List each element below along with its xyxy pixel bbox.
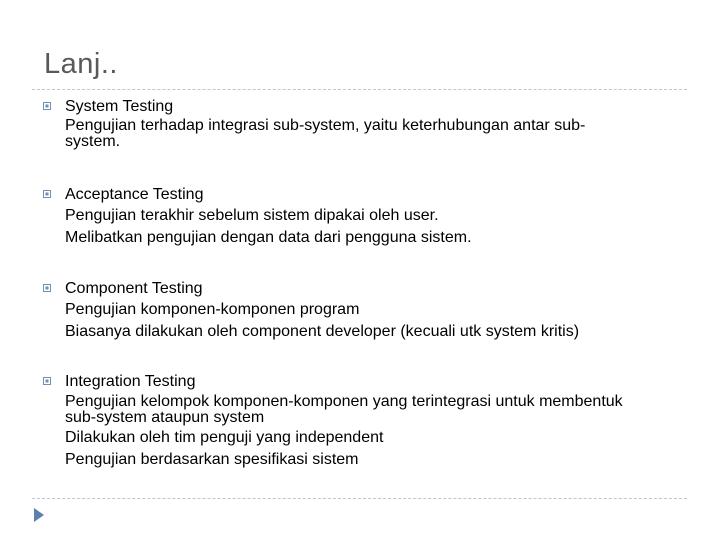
item-line: Pengujian terakhir sebelum sistem dipakai oleh user. [65, 207, 439, 224]
next-slide-arrow-icon[interactable] [33, 507, 45, 523]
item-line: Dilakukan oleh tim penguji yang independent [65, 429, 384, 446]
item-line: system. [65, 133, 121, 150]
item-line: Melibatkan pengujian dengan data dari pengguna sistem. [65, 229, 472, 246]
item-heading: Component Testing [65, 280, 203, 297]
bullet-icon [43, 102, 51, 110]
item-line: Pengujian kelompok komponen-komponen yang terintegrasi untuk membentuk [65, 393, 623, 410]
item-line: Biasanya dilakukan oleh component developer (kecuali utk system kritis) [65, 323, 580, 340]
item-heading: Acceptance Testing [65, 186, 204, 203]
bullet-icon [43, 284, 51, 292]
bullet-icon [43, 377, 51, 385]
bullet-icon [43, 190, 51, 198]
item-line: Pengujian terhadap integrasi sub-system, yaitu keterhubungan antar sub- [65, 117, 586, 134]
item-line: sub-system ataupun system [65, 409, 265, 426]
footer-divider [32, 498, 687, 499]
item-heading: Integration Testing [65, 373, 196, 390]
slide-title: Lanj.. [44, 48, 118, 80]
item-heading: System Testing [65, 98, 174, 115]
item-line: Pengujian berdasarkan spesifikasi sistem [65, 451, 359, 468]
item-line: Pengujian komponen-komponen program [65, 301, 360, 318]
